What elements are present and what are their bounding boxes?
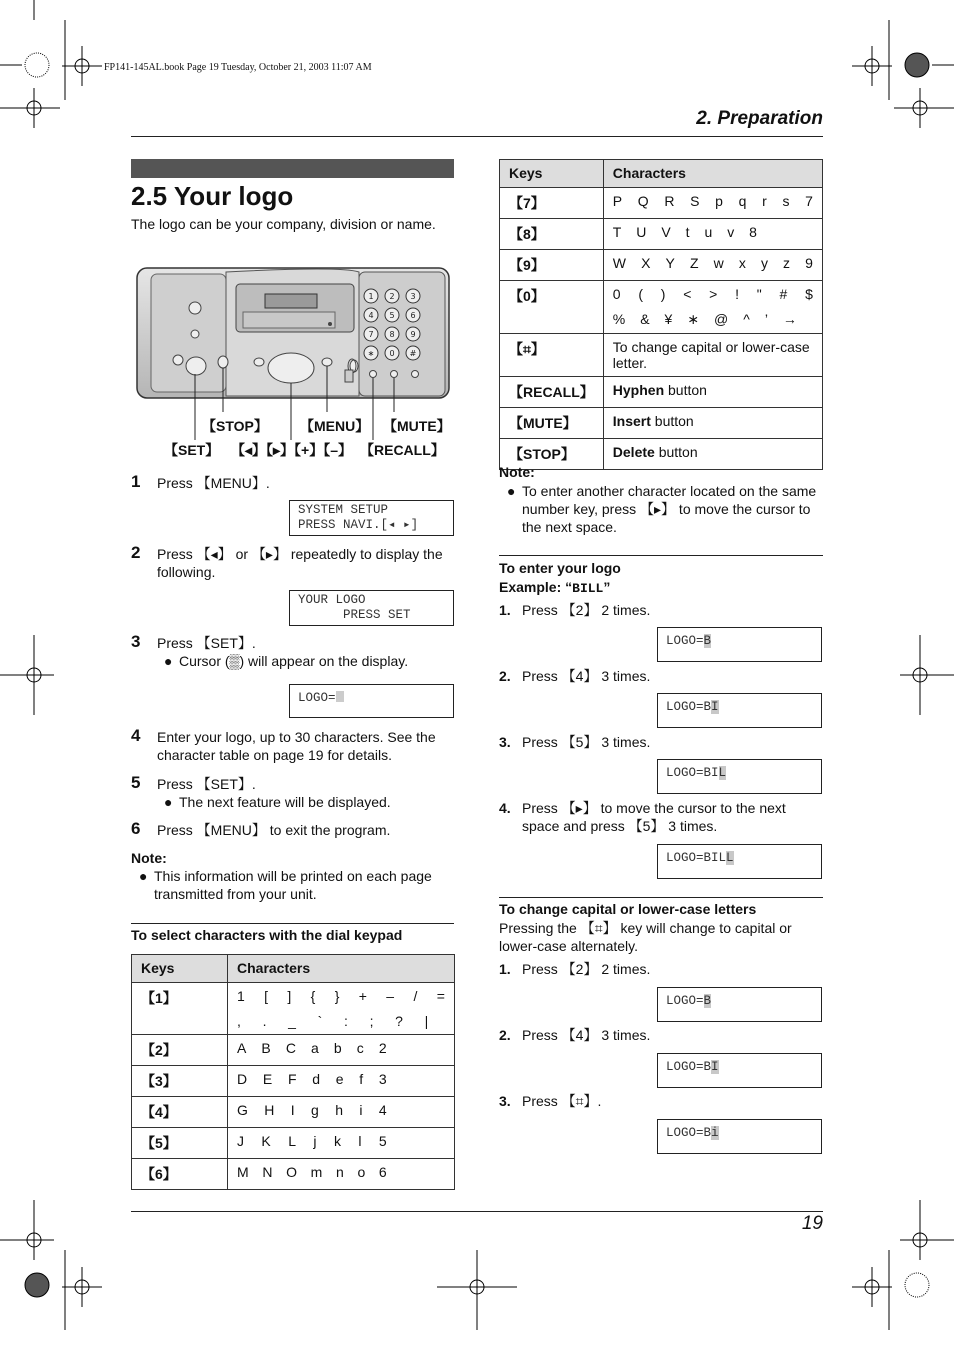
enter-logo-heading: To enter your logo [499,560,621,576]
characters-cell [603,408,822,439]
keypad-key: 6 [410,311,416,320]
character: " [756,286,762,302]
character: b [333,1040,342,1056]
characters-cell [603,439,822,470]
table-row [132,983,455,1035]
lcd-display [657,1119,822,1154]
character: M [237,1164,249,1180]
step-text: Press 【4】 3 times. [522,668,651,684]
key-cell: 【STOP】 [500,439,604,470]
footer-rule [131,1211,823,1212]
character: % [612,311,626,327]
character: @ [714,311,729,327]
characters-cell [228,1128,455,1159]
step-number: 2. [499,668,511,684]
character: = [436,988,445,1004]
character: ^ [743,311,750,327]
table-row [500,188,823,219]
character: ’ [764,311,768,327]
character: v [727,224,735,240]
section-rule [499,555,823,556]
characters-cell [228,1159,455,1190]
bullet-dot: ● [507,483,516,499]
character: R [664,193,675,209]
character: t [685,224,690,240]
character: p [715,193,723,209]
lcd-text: LOGO= [666,634,704,648]
keypad-key: 7 [368,330,374,339]
character: I [290,1102,295,1118]
keypad-key: 3 [410,292,416,301]
lcd-text: LOGO=BIL [666,851,727,865]
characters-cell [228,1097,455,1128]
lcd-cursor-char: B [703,994,712,1008]
lcd-cursor-char: i [711,1126,719,1140]
character: Z [689,255,699,271]
cell-text: button [650,413,694,429]
character: W [612,255,626,271]
character: ) [660,286,666,302]
character: Y [665,255,675,271]
step-number: 2 [131,543,141,562]
step-text: Press 【5】 3 times. [522,734,651,750]
page-number: 19 [801,1213,823,1234]
character: [ [264,988,269,1004]
character: $ [805,286,813,302]
character: } [334,988,340,1004]
keypad-key: 4 [368,311,374,320]
step-number: 3. [499,1093,511,1109]
header-rule [131,136,823,137]
character: 6 [378,1164,387,1180]
character: i [359,1102,363,1118]
character: P [612,193,623,209]
section-title: 2.5 Your logo [131,181,294,211]
character: H [264,1102,275,1118]
character: l [358,1133,362,1149]
character: o [357,1164,366,1180]
character: D [237,1071,248,1087]
step-number: 3. [499,734,511,750]
character: / [413,988,418,1004]
character: w [713,255,724,271]
lcd-text: LOGO=B [666,1060,712,1074]
character: X [641,255,651,271]
character: x [738,255,746,271]
cell-text: button [654,444,698,460]
lcd-display: LOGO= [289,684,454,718]
character: 2 [378,1040,387,1056]
key-cell: 【5】 [132,1128,228,1159]
example-line: Example: “BILL” [499,579,611,596]
table-row [132,1066,455,1097]
keypad-key: 9 [410,330,416,339]
recall-label: 【RECALL】 [360,442,445,458]
character: r [762,193,767,209]
table-row [500,439,823,470]
step-number: 4 [131,726,141,745]
character: 4 [378,1102,387,1118]
key-cell: 【4】 [132,1097,228,1128]
character: B [261,1040,271,1056]
cell-bold-text: Delete [612,444,655,460]
character: k [333,1133,341,1149]
step-text: Press 【2】 2 times. [522,961,651,977]
character: O [286,1164,297,1180]
column-header: Characters [603,160,822,188]
lcd-display [657,987,822,1022]
note-title: Note: [131,850,167,866]
character: 1 [237,988,245,1004]
character: 9 [805,255,813,271]
step-text: Press 【▸】 to move the cursor to the next space and press 【5】 3 times. [522,800,786,834]
change-case-heading: To change capital or lower-case letters [499,901,757,917]
keypad-key: # [409,349,417,358]
character: U [636,224,647,240]
key-cell: 【6】 [132,1159,228,1190]
character: V [661,224,671,240]
menu-label: 【MENU】 [300,418,370,434]
mute-label: 【MUTE】 [383,418,451,434]
step-text: Press 【SET】. [157,635,256,651]
lcd-text: LOGO=BI [666,766,719,780]
table-row [500,219,823,250]
character-line [613,224,757,240]
table-row [500,334,823,377]
character-line [237,1013,428,1029]
navigator-label: 【◂】【▸】【+】【–】 [231,442,353,458]
table-row [132,1097,455,1128]
character: j [313,1133,317,1149]
lcd-display [657,1053,822,1088]
character: _ [288,1013,296,1029]
character: c [356,1040,364,1056]
character: < [683,286,692,302]
table-row [500,408,823,439]
character: ∗ [687,311,700,327]
character: G [237,1102,248,1118]
character: J [237,1133,244,1149]
characters-cell [228,1035,455,1066]
step-number: 4. [499,800,511,816]
step-text: Press 【MENU】 to exit the program. [157,822,391,838]
character: ¥ [664,311,673,327]
character: n [335,1164,344,1180]
character: f [359,1071,364,1087]
characters-cell [603,188,822,219]
character: q [738,193,747,209]
character-line [237,1164,387,1180]
lcd-display [657,693,822,728]
character: ( [638,286,644,302]
keypad-key: 1 [368,292,374,301]
table-row [132,1035,455,1066]
table-row [500,377,823,408]
character: 7 [805,193,813,209]
character-line [237,1102,387,1118]
step-text: Press 【◂】 or 【▸】 repeatedly to display the following. [157,546,443,580]
character: u [704,224,713,240]
step-text: Enter your logo, up to 30 characters. See the character table on page 19 for details. [157,729,436,763]
lcd-cursor-char: B [703,634,712,648]
cursor-block [336,691,344,702]
note-text: To enter another character located on the same number key, press 【▸】 to move the cursor to the next space. [522,483,817,535]
set-label: 【SET】 [164,442,220,458]
character: y [760,255,768,271]
character: – [386,988,395,1004]
character: s [782,193,790,209]
character: 5 [378,1133,387,1149]
character: ! [735,286,740,302]
lcd-display [657,759,822,794]
step-text: Press 【MENU】. [157,475,270,491]
key-cell: 【0】 [500,281,604,334]
character: K [261,1133,271,1149]
character-line [613,193,813,209]
character-line [237,1133,387,1149]
character: m [310,1164,323,1180]
step-number: 2. [499,1027,511,1043]
note-text: This information will be printed on each page transmitted from your unit. [154,868,432,902]
bullet-text: Cursor (▒) will appear on the display. [179,653,409,669]
section-rule [499,897,823,898]
section-intro: The logo can be your company, division or name. [131,216,436,232]
lcd-text: LOGO=B [666,700,712,714]
step-number: 6 [131,819,141,838]
lcd-display: SYSTEM SETUP PRESS NAVI.[◂ ▸] [289,500,454,536]
character: Q [637,193,649,209]
lcd-display [657,844,822,879]
character: → [782,311,797,327]
key-cell: 【1】 [132,983,228,1035]
bullet-text: The next feature will be displayed. [179,794,391,810]
cell-text: button [664,382,707,398]
note-title: Note: [499,464,535,480]
step-number: 1. [499,602,511,618]
characters-cell [603,219,822,250]
characters-cell [603,377,822,408]
character: L [288,1133,296,1149]
character: h [335,1102,343,1118]
key-cell: 【8】 [500,219,604,250]
character-line [613,255,813,271]
lcd-cursor-char: I [711,700,719,714]
characters-cell [228,1066,455,1097]
step-number: 1. [499,961,511,977]
character: > [709,286,718,302]
character: e [335,1071,344,1087]
character-line [613,311,797,328]
character: 0 [612,286,621,302]
dial-keypad-heading: To select characters with the dial keypad [131,927,403,943]
table-row [132,1128,455,1159]
character-table-right [499,159,823,470]
key-cell: 【⌗】 [500,334,604,377]
character: { [310,988,316,1004]
character: & [640,311,650,327]
character: # [779,286,788,302]
step-number: 5 [131,773,141,792]
character: N [262,1164,273,1180]
lcd-cursor-char: L [718,766,727,780]
characters-cell [228,983,455,1035]
table-row [500,250,823,281]
key-cell: 【7】 [500,188,604,219]
step-text: Press 【4】 3 times. [522,1027,651,1043]
character: ; [369,1013,374,1029]
character: E [262,1071,273,1087]
character-table-left [131,954,455,1190]
chapter-title: 2. Preparation [696,108,823,129]
character-line [613,286,813,302]
key-cell: 【2】 [132,1035,228,1066]
column-header: Keys [500,160,604,188]
character-line [237,988,445,1004]
section-bar [131,159,454,178]
bullet-dot: ● [164,653,173,669]
cell-bold-text: Hyphen [612,382,665,398]
character: d [312,1071,321,1087]
keypad-key: 5 [389,311,395,320]
character: 8 [749,224,757,240]
character: + [358,988,367,1004]
table-row [500,281,823,334]
character: F [287,1071,297,1087]
cell-bold-text: Insert [612,413,651,429]
bullet-dot: ● [164,794,173,810]
keypad-key: 2 [389,292,395,301]
step-text: Press 【SET】. [157,776,256,792]
column-header: Characters [228,955,455,983]
lcd-text: LOGO= [666,994,704,1008]
step-text: Press 【⌗】. [522,1093,602,1109]
cell-text: To change capital or lower-case letter. [612,339,810,371]
character: | [424,1013,429,1029]
character: a [311,1040,319,1056]
step-number: 1 [131,472,141,491]
character: C [285,1040,296,1056]
keypad-key: ∗ [367,349,375,358]
character: g [311,1102,319,1118]
lcd-text: LOGO=B [666,1126,712,1140]
table-row [132,1159,455,1190]
section-rule [131,923,454,924]
column-header: Keys [132,955,228,983]
keypad-key: 0 [389,349,395,358]
lcd-cursor-char: L [726,851,734,865]
stop-label: 【STOP】 [202,418,268,434]
character-line [237,1071,387,1087]
step-number: 3 [131,632,141,651]
key-cell: 【RECALL】 [500,377,604,408]
character-line [237,1040,387,1056]
characters-cell [603,250,822,281]
character: T [612,224,622,240]
character: ] [287,988,292,1004]
key-cell: 【MUTE】 [500,408,604,439]
lcd-display: YOUR LOGO PRESS SET [289,590,454,626]
lcd-display [657,627,822,662]
keypad-key: 8 [389,330,395,339]
key-cell: 【9】 [500,250,604,281]
character: , [237,1013,241,1029]
file-info-line: FP141-145AL.book Page 19 Tuesday, October 21, 2003 11:07 AM [104,62,372,73]
character: z [783,255,791,271]
bullet-dot: ● [139,868,148,884]
character: ? [395,1013,403,1029]
change-case-text: Pressing the 【⌗】 key will change to capital or lower-case alternately. [499,920,792,954]
characters-cell [603,334,822,377]
character: . [262,1013,267,1029]
character: ` [317,1013,323,1029]
step-text: Press 【2】 2 times. [522,602,651,618]
character: A [237,1040,247,1056]
characters-cell [603,281,822,334]
character: S [690,193,700,209]
key-cell: 【3】 [132,1066,228,1097]
character: 3 [378,1071,387,1087]
lcd-cursor-char: I [711,1060,719,1074]
character: : [344,1013,348,1029]
